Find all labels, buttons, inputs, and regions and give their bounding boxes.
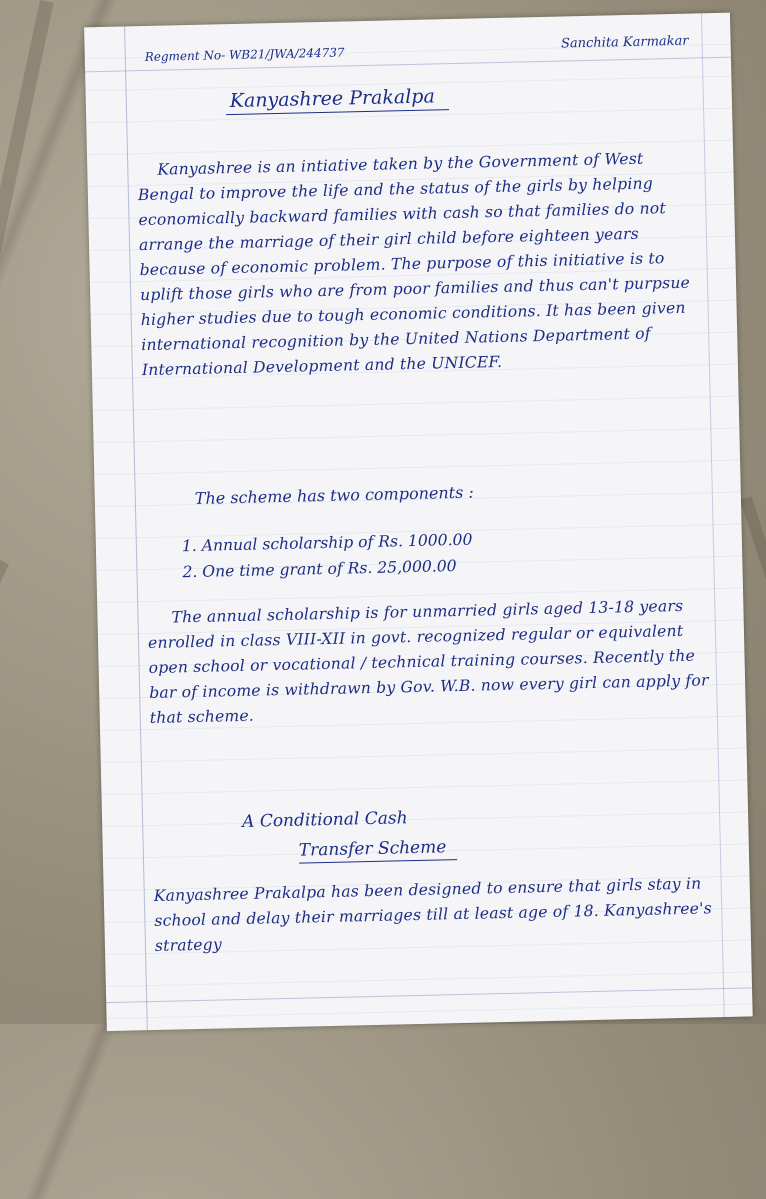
- strategy-paragraph: Kanyashree Prakalpa has been designed to ensure that girls stay in school and delay their marriages till at least age of 18. Kanyashree's strategy: [153, 874, 712, 955]
- list-item: 2. One time grant of Rs. 25,000.00: [182, 557, 457, 582]
- margin-line: [701, 13, 725, 1017]
- list-item: 1. Annual scholarship of Rs. 1000.00: [181, 530, 473, 556]
- background-stripe: [0, 560, 9, 1199]
- subheading: A Conditional Cash: [241, 808, 408, 832]
- components-list: [182, 527, 474, 586]
- subheading: Transfer Scheme: [299, 837, 457, 864]
- handwritten-page: [84, 13, 753, 1031]
- background-stripe: [0, 0, 54, 1079]
- author-name: Sanchita Karmakar: [560, 33, 689, 52]
- components-heading: The scheme has two components :: [194, 482, 474, 508]
- footer-line: [106, 987, 752, 1003]
- scholarship-paragraph: The annual scholarship is for unmarried girls aged 13-18 years enrolled in class VIII-XII in govt. recognized regular or equivalent open school or vocational / technical training courses. Recently the bar of income is withdrawn by Gov. W.B. now every girl can apply for that scheme.: [147, 596, 709, 728]
- intro-paragraph: Kanyashree is an intiative taken by the Government of West Bengal to improve the life and the status of the girls by helping economically backward families with cash so that families do not arrange the marriage of their girl child before eighteen years because of economic problem. The purpose of this initiative is to uplift those girls who are from poor families and thus can't purpsue higher studies due to tough economic conditions. It has been given international recognition by the United Nations Department of International Development and the UNICEF.: [137, 149, 691, 380]
- registration-number: Regment No- WB21/JWA/244737: [144, 45, 345, 64]
- page-title: Kanyashree Prakalpa: [226, 85, 450, 115]
